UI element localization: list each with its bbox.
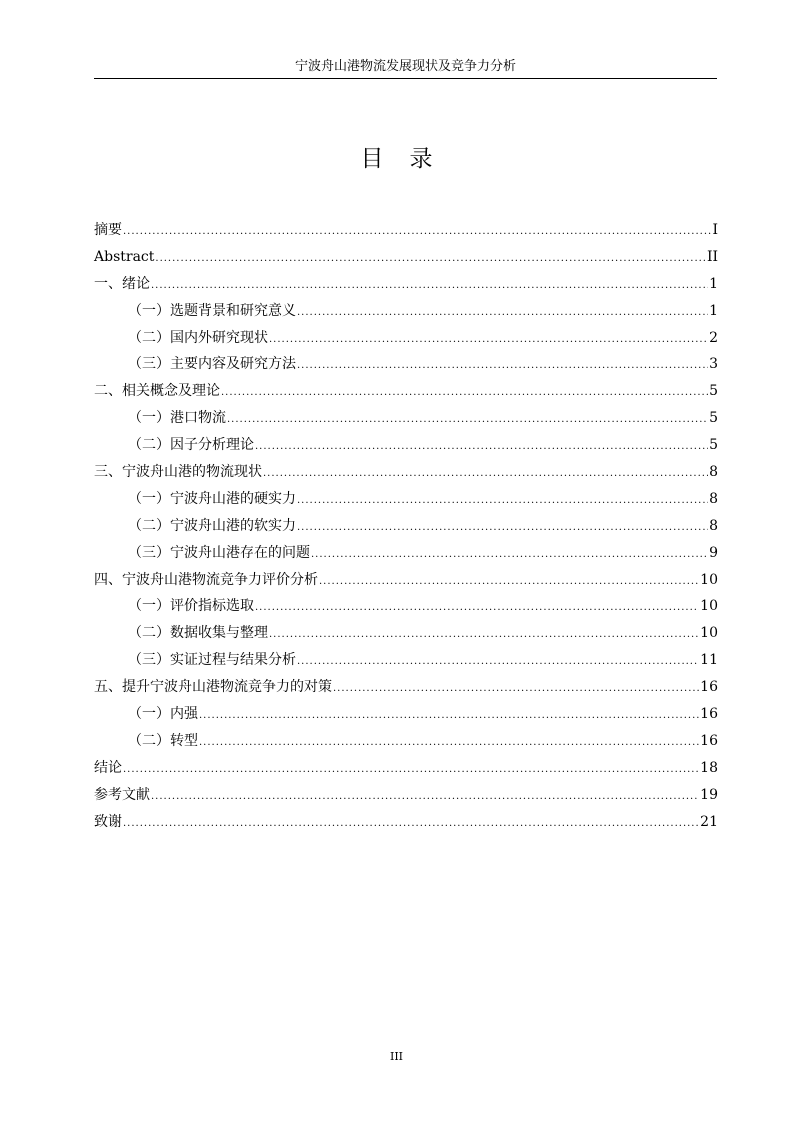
toc-entry[interactable] — [94, 486, 718, 513]
toc-entry[interactable] — [94, 674, 718, 701]
page-title: 目录 — [360, 146, 459, 172]
toc-entry-label: 摘要 — [94, 222, 122, 238]
toc-entry[interactable] — [94, 244, 718, 271]
toc-entry-page: 19 — [700, 786, 718, 803]
toc-dot-leader — [255, 595, 699, 622]
toc-entry-page: 10 — [700, 598, 718, 615]
toc-entry-page: I — [712, 222, 718, 238]
toc-dot-leader — [155, 246, 706, 273]
toc-dot-leader — [297, 353, 708, 380]
toc-entry-label: 五、提升宁波舟山港物流竞争力的对策 — [94, 679, 332, 696]
toc-entry[interactable] — [94, 701, 718, 728]
toc-entry-label: （一）选题背景和研究意义 — [128, 302, 296, 319]
toc-dot-leader — [319, 569, 699, 596]
page-number: III — [389, 1050, 404, 1063]
toc-entry[interactable] — [94, 459, 718, 486]
toc-entry-page: 10 — [700, 571, 718, 588]
toc-entry-page: 1 — [709, 275, 718, 292]
toc-entry-label: （二）数据收集与整理 — [128, 625, 268, 642]
toc-dot-leader — [333, 676, 699, 703]
toc-entry-page: 5 — [709, 383, 718, 400]
toc-entry[interactable] — [94, 378, 718, 405]
toc-entry[interactable] — [94, 513, 718, 540]
toc-entry[interactable] — [94, 271, 718, 298]
toc-entry[interactable] — [94, 405, 718, 432]
toc-entry[interactable] — [94, 593, 718, 620]
toc-dot-leader — [297, 300, 708, 327]
toc-entry-label: （一）内强 — [128, 706, 198, 723]
toc-entry-label: 四、宁波舟山港物流竞争力评价分析 — [94, 571, 318, 588]
toc-entry-label: 结论 — [94, 759, 122, 776]
toc-entry-label: （二）转型 — [128, 732, 198, 749]
toc-entry-page: 3 — [709, 356, 718, 373]
header-rule — [94, 78, 717, 79]
toc-dot-leader — [199, 730, 699, 757]
toc-entry-page: 8 — [709, 517, 718, 534]
toc-entry-label: 参考文献 — [94, 786, 150, 803]
toc-entry-page: 9 — [709, 544, 718, 561]
toc-dot-leader — [151, 273, 708, 300]
toc-entry-label: 致谢 — [94, 813, 122, 830]
toc-dot-leader — [255, 434, 708, 461]
toc-entry[interactable] — [94, 809, 718, 836]
toc-entry[interactable] — [94, 540, 718, 567]
running-header: 宁波舟山港物流发展现状及竞争力分析 — [294, 59, 516, 74]
toc-entry[interactable] — [94, 782, 718, 809]
toc-dot-leader — [311, 542, 708, 569]
toc-entry[interactable] — [94, 351, 718, 378]
toc-entry-page: 16 — [700, 679, 718, 696]
toc-entry-label: （三）实证过程与结果分析 — [128, 652, 296, 669]
toc-entry-page: 5 — [709, 437, 718, 454]
toc-entry-label: 一、绪论 — [94, 275, 150, 292]
toc-entry-page: II — [706, 248, 718, 265]
toc-entry[interactable] — [94, 728, 718, 755]
toc-entry-page: 2 — [709, 329, 718, 346]
toc-entry[interactable] — [94, 567, 718, 594]
toc-dot-leader — [297, 488, 708, 515]
toc-entry-label: 二、相关概念及理论 — [94, 383, 220, 400]
toc-entry[interactable] — [94, 298, 718, 325]
toc-entry-label: Abstract — [94, 248, 155, 265]
toc-entry-page: 8 — [709, 490, 718, 507]
toc-entry[interactable] — [94, 432, 718, 459]
toc-entry-page: 5 — [709, 410, 718, 427]
toc-entry[interactable] — [94, 620, 718, 647]
toc-entry-label: （二）宁波舟山港的软实力 — [128, 517, 296, 534]
toc-entry-label: （二）因子分析理论 — [128, 437, 254, 454]
toc-entry-page: 18 — [700, 759, 718, 776]
toc-dot-leader — [227, 407, 708, 434]
toc-entry-label: （一）评价指标选取 — [128, 598, 254, 615]
toc-dot-leader — [123, 757, 699, 784]
toc-dot-leader — [269, 622, 699, 649]
toc-entry-page: 8 — [709, 464, 718, 481]
toc-entry-page: 11 — [700, 652, 718, 669]
toc-entry-page: 21 — [700, 813, 718, 830]
toc-dot-leader — [297, 515, 708, 542]
toc-entry-label: （三）主要内容及研究方法 — [128, 356, 296, 373]
toc-dot-leader — [199, 703, 699, 730]
toc-dot-leader — [263, 461, 708, 488]
toc-entry-label: （一）宁波舟山港的硬实力 — [128, 490, 296, 507]
toc-entry[interactable] — [94, 755, 718, 782]
toc-entry[interactable] — [94, 647, 718, 674]
toc-entry-label: 三、宁波舟山港的物流现状 — [94, 464, 262, 481]
toc-entry-label: （一）港口物流 — [128, 410, 226, 427]
toc-dot-leader — [151, 784, 699, 811]
toc-dot-leader — [269, 327, 708, 354]
toc-entry-page: 16 — [700, 732, 718, 749]
toc-entry-page: 10 — [700, 625, 718, 642]
toc-dot-leader — [297, 649, 699, 676]
toc-entry-page: 1 — [709, 302, 718, 319]
toc-dot-leader — [123, 811, 699, 838]
toc-entry[interactable] — [94, 217, 718, 244]
toc-entry-label: （三）宁波舟山港存在的问题 — [128, 544, 310, 561]
toc-entry-label: （二）国内外研究现状 — [128, 329, 268, 346]
toc-dot-leader — [221, 380, 708, 407]
toc-entry[interactable] — [94, 325, 718, 352]
table-of-contents — [94, 217, 718, 835]
toc-entry-page: 16 — [700, 706, 718, 723]
toc-dot-leader — [123, 219, 711, 246]
